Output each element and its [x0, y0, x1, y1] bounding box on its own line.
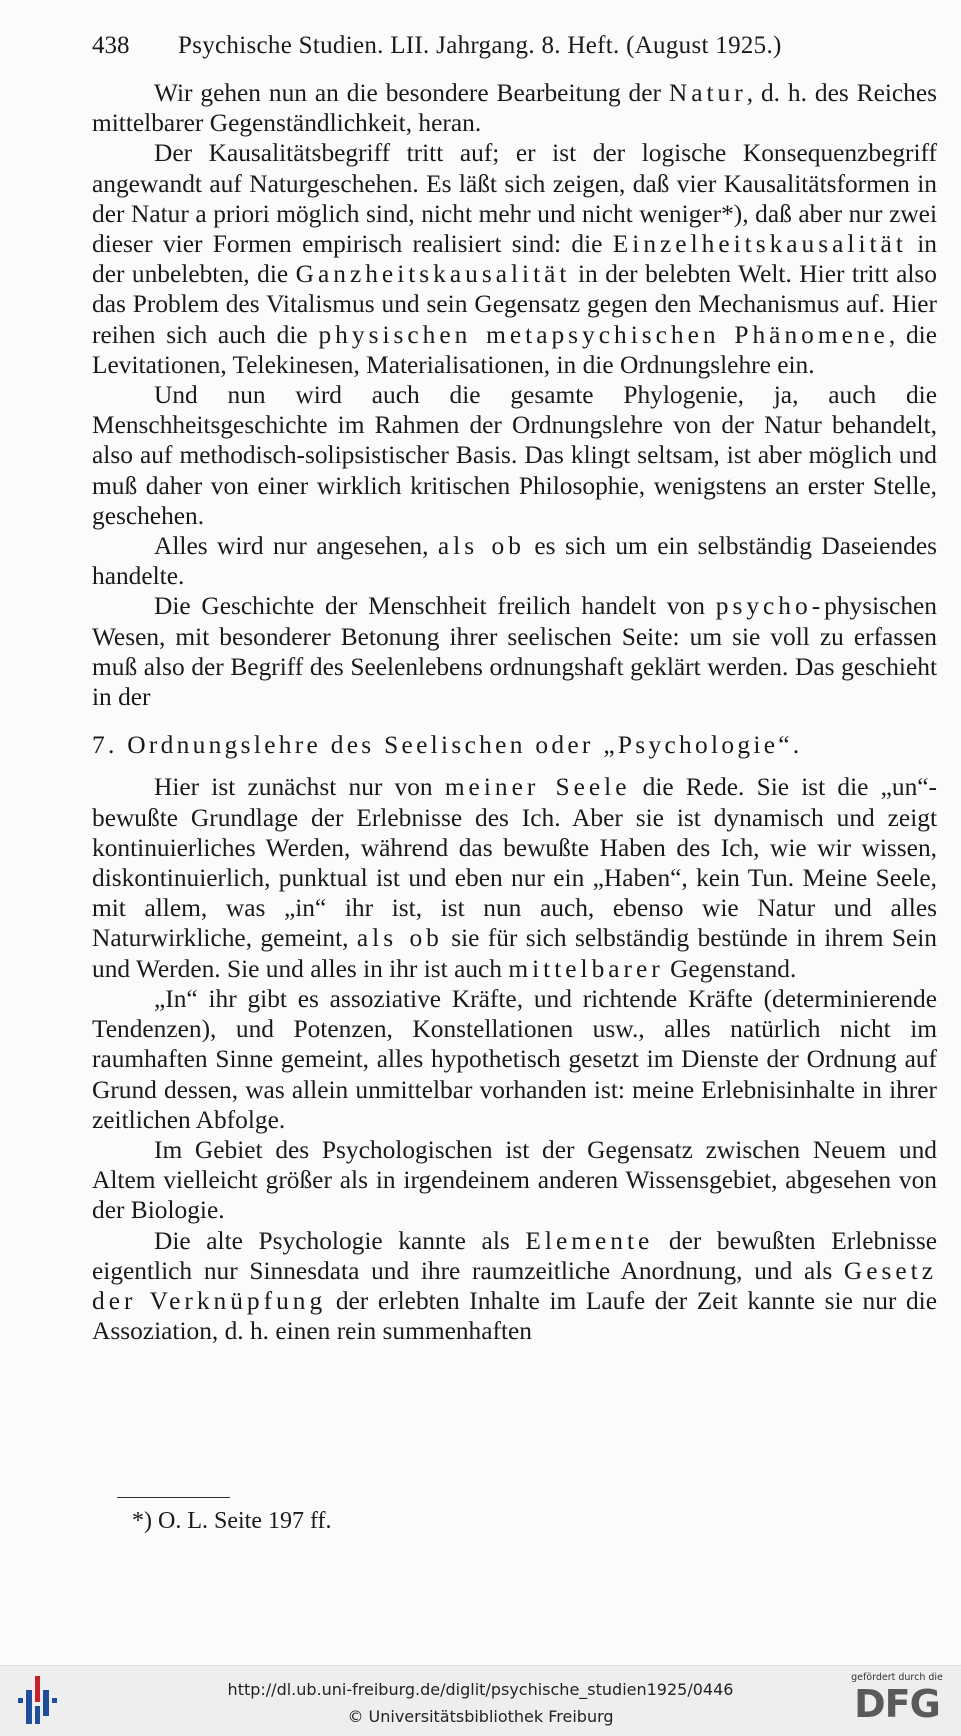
paragraph — [92, 138, 937, 380]
spaced-emphasis: psycho- — [715, 592, 825, 621]
viewer-footer — [0, 1665, 961, 1736]
text-run: Hier ist zunächst nur von — [154, 773, 445, 802]
source-link[interactable]: http://dl.ub.uni-freiburg.de/diglit/psychische_studien1925/0446 — [227, 1680, 734, 1699]
text-run: , die Levitationen, Telekinesen, Materialisationen, in die Ordnungslehre ein. — [92, 320, 937, 379]
text-run: in der unbelebten, die — [92, 230, 937, 289]
spaced-emphasis: als ob — [356, 924, 443, 953]
footnote: *) O. L. Seite 197 ff. — [132, 1508, 332, 1534]
text-run: in der belebten Welt. Hier tritt also das Problem des Vitalismus und sein Gegensatz gegen den Mechanismus auf. Hier reihen sich auch die — [92, 260, 937, 349]
text-run: Gegenstand. — [663, 954, 797, 983]
spaced-emphasis: Einzelheitskausalität — [612, 230, 907, 259]
paragraph — [92, 1135, 937, 1226]
text-run: , d. h. des Reiches mittelbarer Gegenständlichkeit, heran. — [92, 79, 938, 138]
paragraph — [92, 984, 937, 1135]
spaced-emphasis: Natur — [668, 79, 747, 107]
text-run: „In“ ihr gibt es assoziative Kräfte, und richtende Kräfte (determinierende Tendenzen), und Potenzen, Konstellationen usw., alles natürlich nicht im raumhaften Sinne gemeint, alles hypothetisch gesetzt im Dienste der Ordnung auf Grund dessen, was allein unmittelbar vorhanden ist: meine Erlebnisinhalte in ihrer zeitlichen Abfolge. — [92, 984, 937, 1134]
text-run: der erlebten Inhalte im Laufe der Zeit kannte sie nur die Assoziation, d. h. einen rein summenhaften — [92, 1286, 938, 1346]
paragraph — [92, 591, 937, 712]
text-run: Und nun wird auch die gesamte Phylogenie, ja, auch die Menschheitsgeschichte im Rahmen der Ordnungslehre von der Natur behandelt, also auf methodisch-solipsistischer Basis. Das klingt seltsam, ist aber möglich und muß daher von einer wirklich kritischen Philosophie, wenigstens an erster Stelle, geschehen. — [92, 381, 937, 530]
spaced-emphasis: als ob — [437, 532, 525, 561]
text-run: Wir gehen nun an die besondere Bearbeitung der — [154, 79, 669, 107]
footnote-rule — [117, 1497, 230, 1498]
paragraph — [92, 78, 937, 138]
sponsor-caption: gefördert durch die — [851, 1672, 943, 1683]
spaced-emphasis: meiner Seele — [444, 773, 631, 802]
running-title: Psychische Studien. LII. Jahrgang. 8. Heft. (August 1925.) — [178, 32, 782, 59]
paragraph — [92, 531, 937, 591]
paragraph — [92, 772, 937, 983]
text-run: die Rede. Sie ist die „un“-bewußte Grundlage der Erlebnisse des Ich. Aber sie ist dynamisch und zeigt kontinuierliches Werden, während das bewußte Haben des Ich, wie wir wissen, diskontinuierlich, punktual ist und eben nur ein „Haben“, kein Tun. Meine Seele, mit allem, was „in“ ihr ist, ist nun auch, ebenso wie Natur und alles Naturwirkliche, gemeint, — [92, 773, 937, 953]
spaced-emphasis: physischen metapsychischen Phänomene — [318, 320, 889, 349]
dfg-logo — [843, 1672, 951, 1730]
spaced-emphasis: Elemente — [525, 1226, 654, 1255]
spaced-emphasis: mittelbarer — [508, 954, 664, 983]
dfg-wordmark: DFG — [854, 1682, 940, 1726]
spaced-emphasis: Gesetz der Verknüpfung — [92, 1256, 937, 1315]
spaced-emphasis: Ganzheitskausalität — [295, 260, 571, 289]
page-number: 438 — [92, 32, 130, 59]
paragraph — [92, 380, 937, 531]
text-run: es sich um ein selbständig Daseiendes handelte. — [92, 532, 937, 591]
paragraph — [92, 1226, 937, 1347]
copyright: © Universitätsbibliothek Freiburg — [347, 1707, 614, 1726]
text-run: physischen Wesen, mit besonderer Betonung ihrer seelischen Seite: um sie voll zu erfassen muß also der Begriff des Seelenlebens ordnungshaft geklärt werden. Das geschieht in der — [92, 592, 937, 712]
text-run: sie für sich selbständig bestünde in ihrem Sein und Werden. Sie und alles in ihr ist auch — [92, 924, 937, 983]
text-run: Im Gebiet des Psychologischen ist der Gegensatz zwischen Neuem und Altem vielleicht größer als in irgendeinem anderen Wissensgebiet, abgesehen von der Biologie. — [92, 1135, 937, 1225]
text-run: Die alte Psychologie kannte als — [154, 1226, 526, 1255]
text-run: Der Kausalitätsbegriff tritt auf; er ist der logische Konsequenzbegriff angewandt auf Naturgeschehen. Es läßt sich zeigen, daß vier Kausalitätsformen in der Natur a priori möglich sind, nicht mehr und nicht weniger*), daß aber nur zwei dieser vier Formen empirisch realisiert sind: die — [92, 139, 937, 259]
text-run: Die Geschichte der Menschheit freilich handelt von — [154, 592, 716, 621]
body-text — [92, 78, 937, 1346]
section-heading: 7. Ordnungslehre des Seelischen oder „Psychologie“. — [92, 731, 803, 760]
text-run: der bewußten Erlebnisse eigentlich nur Sinnesdata und ihre raumzeitliche Anordnung, und als — [92, 1226, 937, 1285]
text-run: Alles wird nur angesehen, — [154, 532, 438, 561]
